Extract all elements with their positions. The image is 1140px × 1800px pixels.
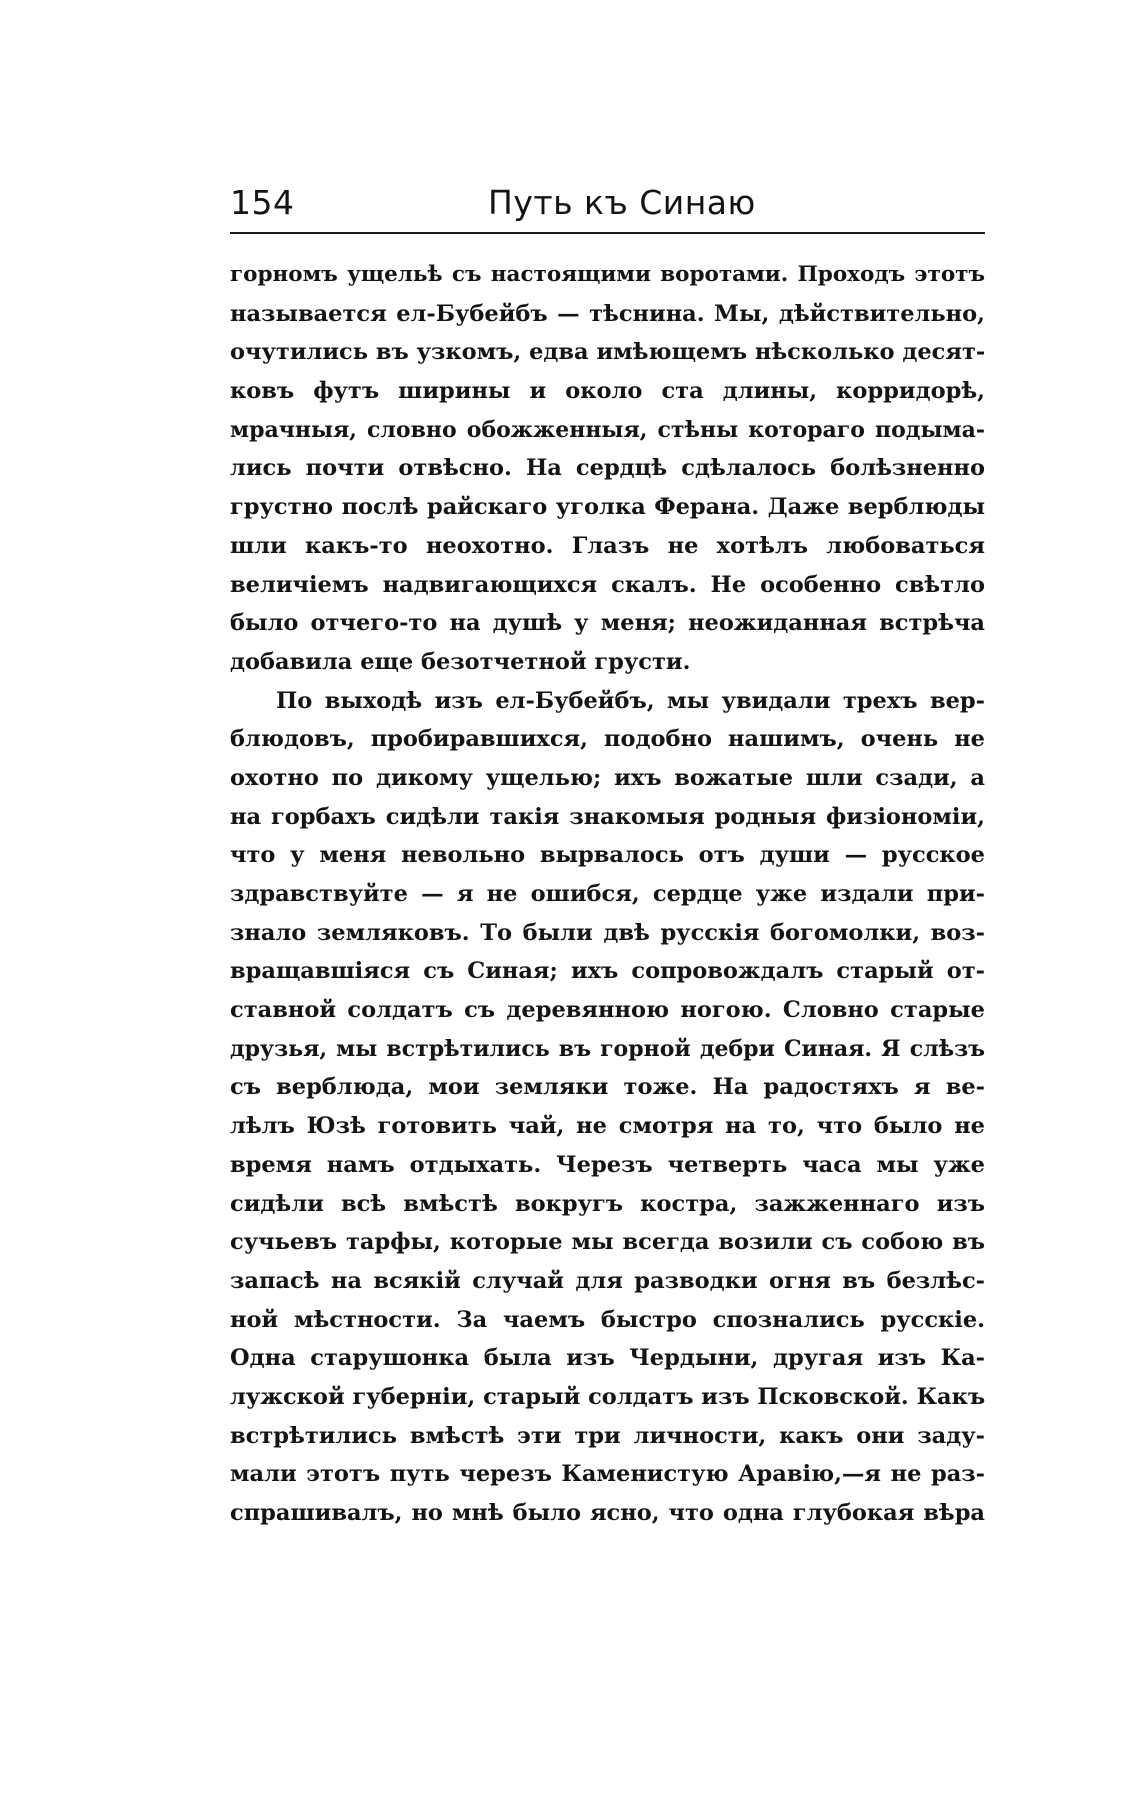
text-line: мали этотъ путь черезъ Каменистую Аравію,—я не раз- (230, 1461, 985, 1488)
text-line: лужской губерніи, старый солдатъ изъ Псковской. Какъ (230, 1383, 985, 1410)
text-line: знало земляковъ. То были двѣ русскія богомолки, воз- (230, 919, 985, 946)
text-line: добавила еще безотчетной грусти. (230, 648, 691, 675)
text-line: лись почти отвѣсно. На сердцѣ сдѣлалось болѣзненно (230, 455, 985, 482)
text-line: ковъ футъ ширины и около ста длины, корридорѣ, (230, 378, 985, 405)
text-line: время намъ отдыхать. Черезъ четверть часа мы уже (230, 1151, 985, 1178)
text-line: По выходѣ изъ ел-Бубейбъ, мы увидали трехъ вер- (276, 687, 985, 714)
text-line: Одна старушонка была изъ Чердыни, другая изъ Ка- (230, 1345, 985, 1372)
text-line: грустно послѣ райскаго уголка Ферана. Даже верблюды (230, 494, 985, 521)
text-line: ной мѣстности. За чаемъ быстро спознались русскіе. (230, 1306, 985, 1333)
text-line: горномъ ущельѣ съ настоящими воротами. Проходъ этотъ (230, 262, 985, 287)
body-text (230, 256, 985, 1533)
text-line: съ верблюда, мои земляки тоже. На радостяхъ я ве- (230, 1074, 985, 1101)
text-line: на горбахъ сидѣли такія знакомыя родныя физіономіи, (230, 803, 985, 830)
text-line: лѣлъ Юзѣ готовить чай, не смотря на то, что было не (230, 1113, 985, 1140)
text-line: очутились въ узкомъ, едва имѣющемъ нѣсколько десят- (230, 339, 985, 366)
header-rule (230, 232, 985, 234)
text-line: запасѣ на всякій случай для разводки огня въ безлѣс- (230, 1267, 985, 1294)
text-line: вращавшіяся съ Синая; ихъ сопровождалъ старый от- (230, 958, 985, 985)
page-header (230, 178, 985, 228)
text-line: ставной солдатъ съ деревянною ногою. Словно старые (230, 997, 985, 1024)
text-line: мрачныя, словно обожженныя, стѣны котораго подыма- (230, 416, 985, 443)
running-title: Путь къ Синаю (488, 183, 756, 222)
text-line: здравствуйте — я не ошибся, сердце уже издали при- (230, 881, 985, 907)
text-line: было отчего-то на душѣ у меня; неожиданная встрѣча (230, 610, 985, 637)
text-line: величіемъ надвигающихся скалъ. Не особенно свѣтло (230, 571, 985, 598)
text-line: друзья, мы встрѣтились въ горной дебри Синая. Я слѣзъ (230, 1035, 985, 1062)
text-line: сидѣли всѣ вмѣстѣ вокругъ костра, зажженнаго изъ (230, 1190, 985, 1217)
text-line: шли какъ-то неохотно. Глазъ не хотѣлъ любоваться (230, 532, 985, 559)
text-line: что у меня невольно вырвалось отъ души — русское (230, 842, 985, 869)
text-line: встрѣтились вмѣстѣ эти три личности, какъ они заду- (230, 1422, 985, 1449)
paragraph (230, 682, 985, 1533)
page-number: 154 (230, 183, 295, 222)
text-line: спрашивалъ, но мнѣ было ясно, что одна глубокая вѣра (230, 1500, 985, 1526)
text-line: охотно по дикому ущелью; ихъ вожатые шли сзади, а (230, 764, 985, 791)
text-line: называется ел-Бубейбъ — тѣснина. Мы, дѣйствительно, (230, 300, 985, 327)
paragraph (230, 256, 985, 682)
text-line: блюдовъ, пробиравшихся, подобно нашимъ, очень не (230, 726, 985, 753)
text-line: сучьевъ тарфы, которые мы всегда возили съ собою въ (230, 1229, 985, 1256)
